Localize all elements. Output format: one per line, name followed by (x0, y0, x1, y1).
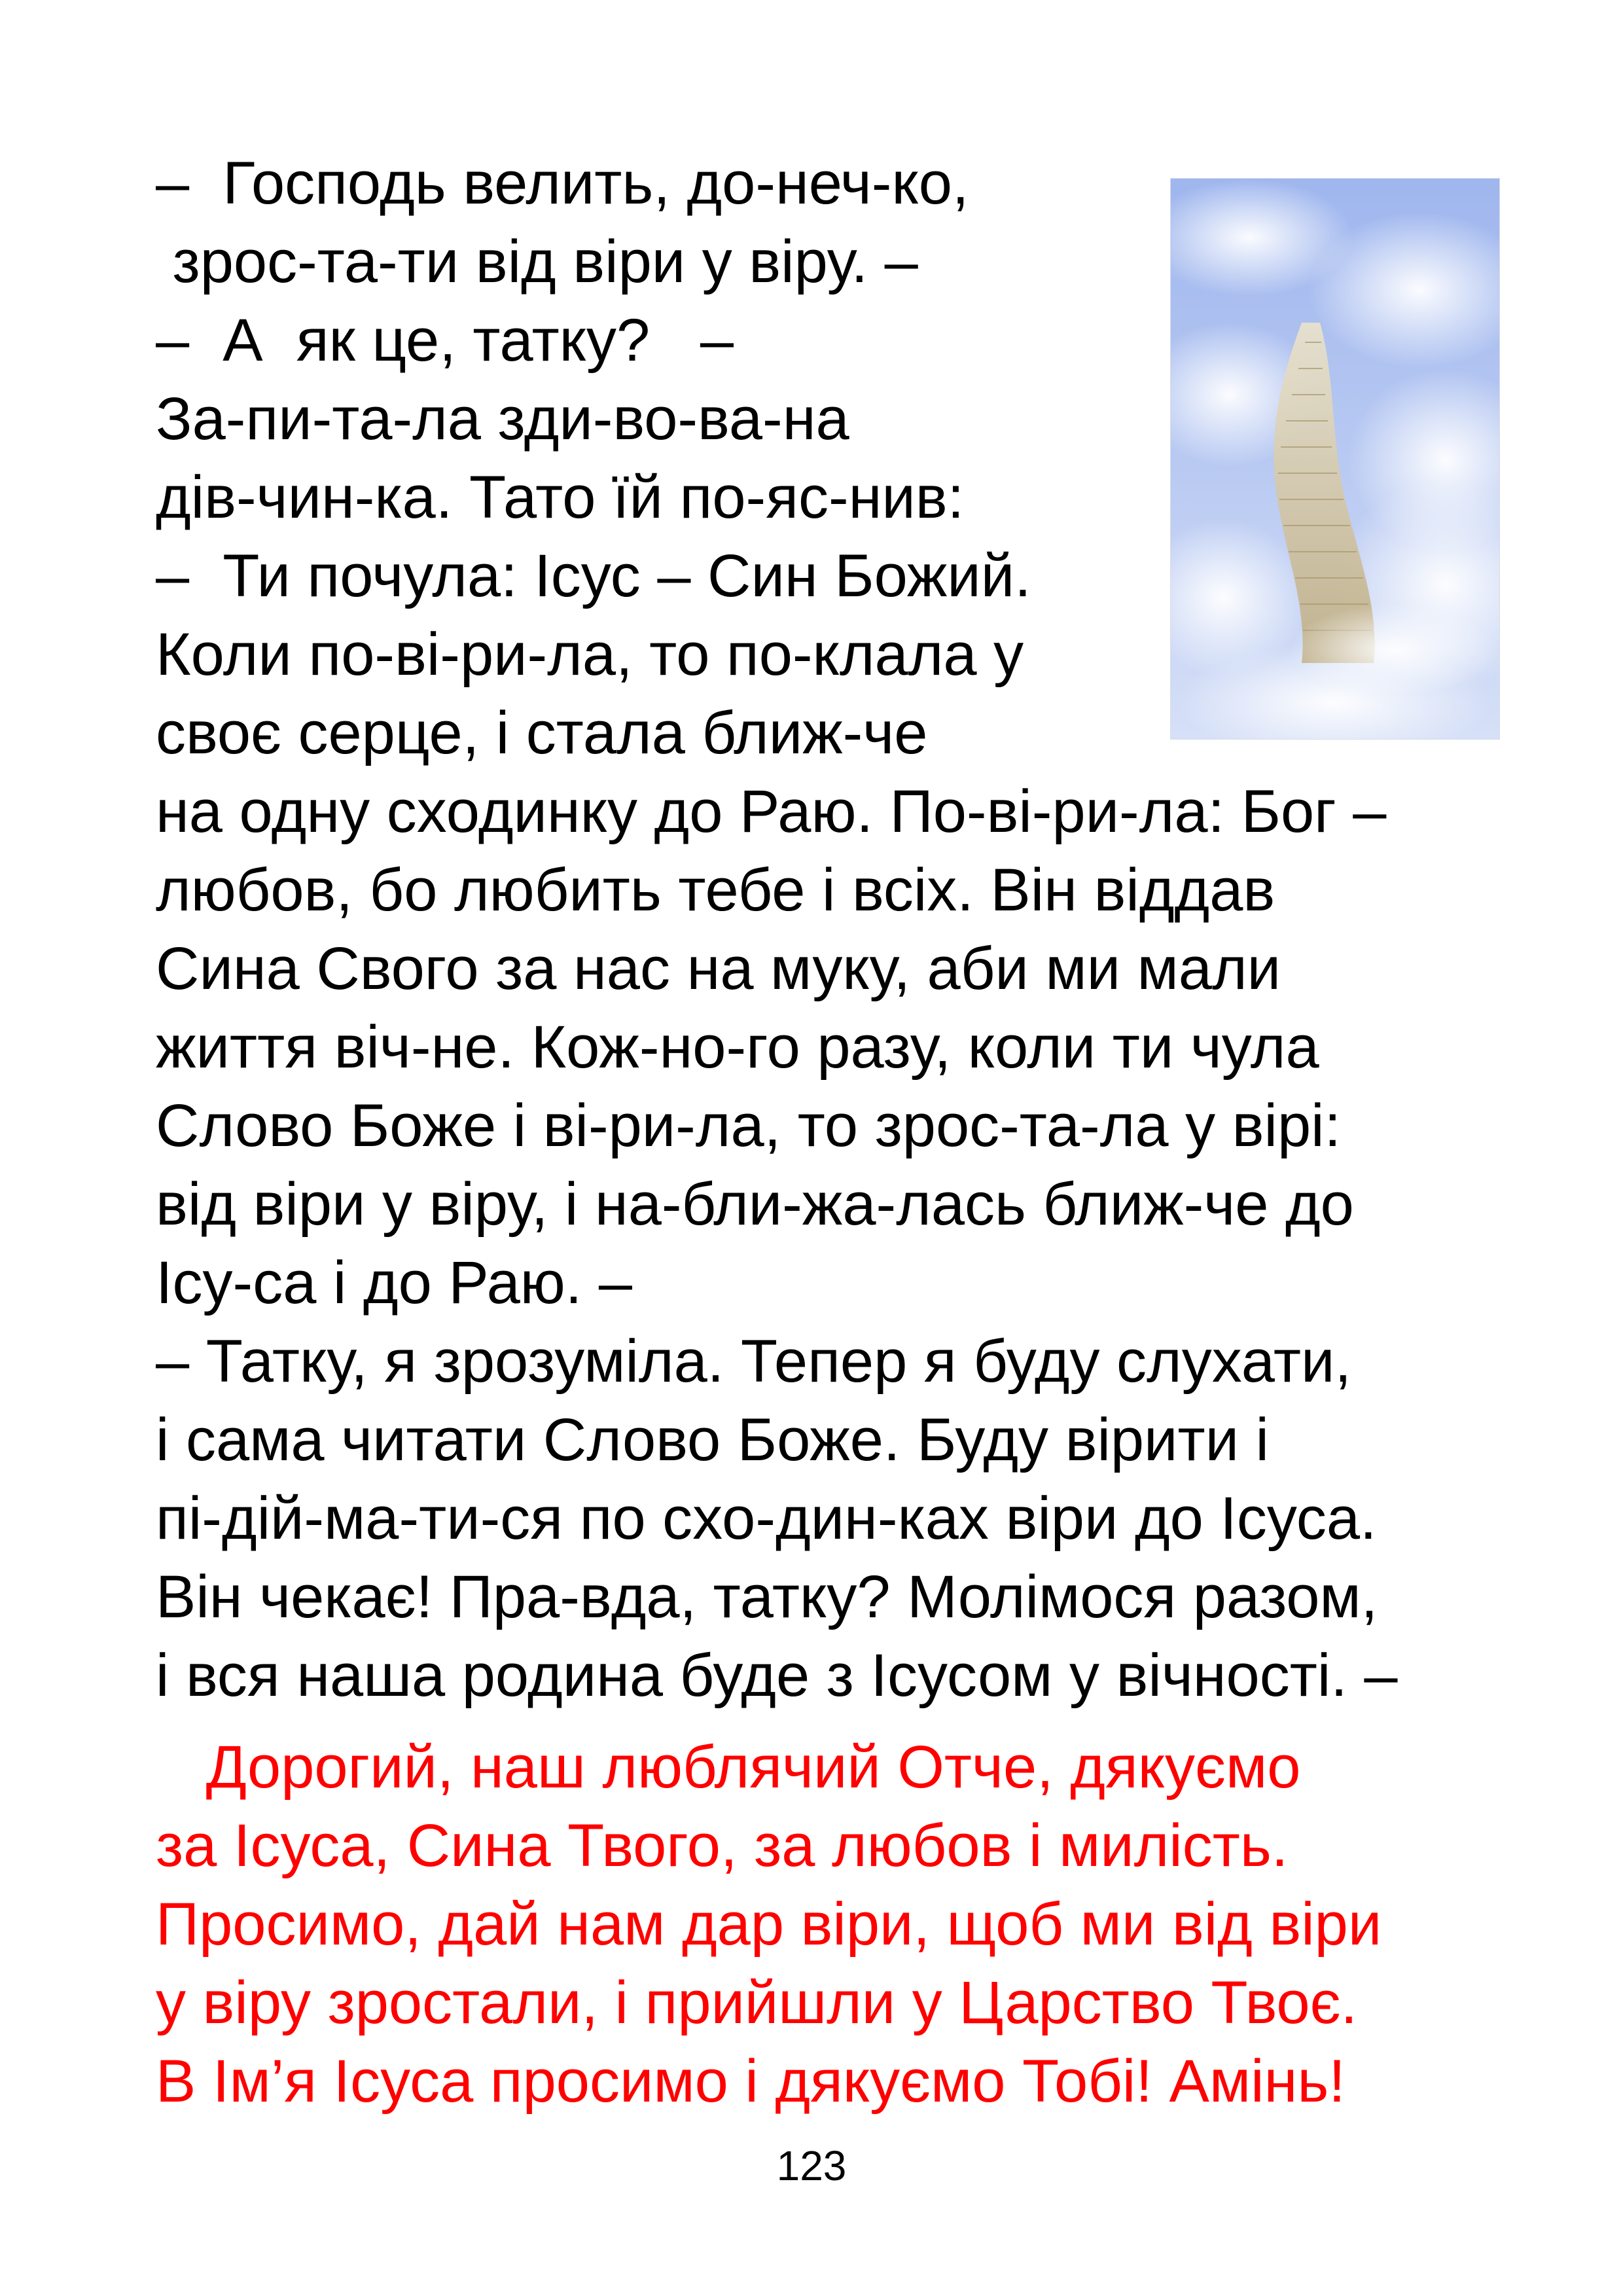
story-line: – Ти почула: Ісус – Син Божий. (156, 543, 1031, 609)
story-line: За-пи-та-ла зди-во-ва-на (156, 386, 849, 452)
story-line: своє серце, і стала ближ-че (156, 700, 928, 766)
story-line: Слово Боже і ві-ри-ла, то зрос-та-ла у вірі: (156, 1092, 1342, 1159)
prayer-line: Дорогий, наш люблячий Отче, дякуємо (156, 1734, 1301, 1801)
story-line: Ісу-са і до Раю. – (156, 1249, 633, 1316)
story-line: зрос-та-ти від віри у віру. – (156, 228, 918, 295)
story-line: життя віч-не. Кож-но-го разу, коли ти чула (156, 1014, 1319, 1081)
story-line: дів-чин-ка. Тато їй по-яс-нив: (156, 464, 965, 531)
story-line: Сина Свого за нас на муку, аби ми мали (156, 935, 1281, 1002)
story-line: – Господь велить, до-неч-ко, (156, 150, 969, 217)
prayer-line: за Ісуса, Сина Твого, за любов і милість. (156, 1812, 1289, 1879)
prayer-line: у віру зростали, і прийшли у Царство Твоє. (156, 1969, 1358, 2036)
story-line: пі-дій-ма-ти-ся по схо-дин-ках віри до Ісуса. (156, 1485, 1377, 1552)
page-number: 123 (776, 2142, 847, 2189)
story-line: – Татку, я зрозуміла. Тепер я буду слухати, (156, 1328, 1351, 1395)
stairway-to-heaven-illustration (1170, 178, 1500, 740)
story-line: і сама читати Слово Боже. Буду вірити і (156, 1407, 1269, 1473)
prayer-line: В Ім’я Ісуса просимо і дякуємо Тобі! Амінь! (156, 2048, 1346, 2115)
story-line: Він чекає! Пра-вда, татку? Молімося разом, (156, 1564, 1378, 1630)
story-line: любов, бо любить тебе і всіх. Він віддав (156, 857, 1275, 924)
story-line: Коли по-ві-ри-ла, то по-клала у (156, 621, 1024, 688)
story-line: на одну сходинку до Раю. По-ві-ри-ла: Бог – (156, 778, 1387, 845)
story-line: від віри у віру, і на-бли-жа-лась ближ-че до (156, 1171, 1354, 1238)
story-line: і вся наша родина буде з Ісусом у вічності. – (156, 1642, 1398, 1709)
prayer-line: Просимо, дай нам дар віри, щоб ми від віри (156, 1891, 1382, 1958)
story-line: – А як це, татку? – (156, 307, 734, 374)
